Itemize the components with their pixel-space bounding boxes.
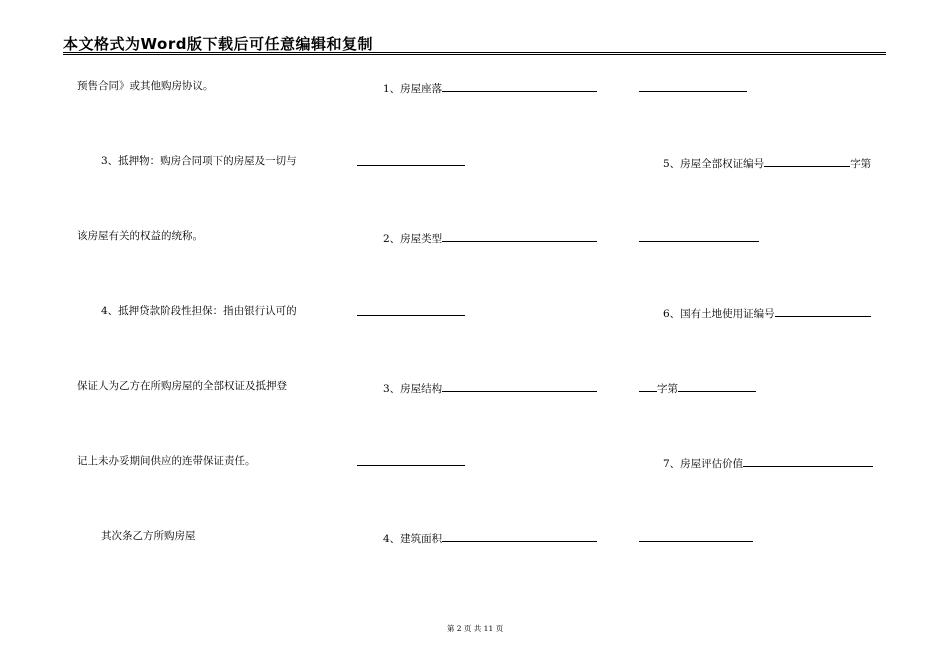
blank-line-right-1[interactable]: [639, 91, 747, 92]
house-structure-label: 3、房屋结构: [383, 383, 443, 395]
blank-line-middle-3[interactable]: [357, 465, 465, 466]
blank-line-middle-2[interactable]: [357, 315, 465, 316]
house-type-row: [383, 229, 597, 246]
floor-area-label: 4、建筑面积: [383, 533, 443, 545]
house-structure-field[interactable]: [442, 379, 597, 392]
property-cert-row: [663, 154, 871, 171]
structure-cont-suffix: 字第: [657, 383, 678, 395]
house-location-row: [383, 79, 597, 96]
left-text-line-4: 4、抵押贷款阶段性担保：指由银行认可的: [101, 305, 297, 317]
left-text-line-2: 3、抵押物：购房合同项下的房屋及一切与: [101, 155, 297, 167]
left-text-line-6: 记上未办妥期间供应的连带保证责任。: [77, 455, 256, 467]
blank-line-right-3[interactable]: [639, 541, 753, 542]
house-type-field[interactable]: [442, 229, 597, 242]
property-cert-field[interactable]: [764, 154, 850, 167]
house-structure-row: [383, 379, 597, 396]
structure-cont-row: [639, 379, 756, 396]
land-cert-label: 6、国有土地使用证编号: [663, 308, 775, 320]
floor-area-field[interactable]: [442, 529, 597, 542]
structure-cont-field-2[interactable]: [678, 379, 756, 392]
left-text-line-5: 保证人为乙方在所购房屋的全部权证及抵押登: [77, 380, 287, 392]
floor-area-row: [383, 529, 597, 546]
page-number: 第 2 页 共 11 页: [446, 624, 504, 633]
blank-line-middle-1[interactable]: [357, 165, 465, 166]
valuation-field[interactable]: [743, 454, 873, 467]
valuation-row: [663, 454, 873, 471]
property-cert-label: 5、房屋全部权证编号: [663, 158, 765, 170]
house-location-field[interactable]: [442, 79, 597, 92]
house-type-label: 2、房屋类型: [383, 233, 443, 245]
valuation-label: 7、房屋评估价值: [663, 458, 744, 470]
blank-line-right-2[interactable]: [639, 241, 759, 242]
left-text-line-1: 预售合同》或其他购房协议。: [77, 80, 214, 92]
property-cert-suffix: 字第: [850, 158, 872, 170]
structure-cont-field-1[interactable]: [639, 379, 657, 392]
left-text-line-7: 其次条乙方所购房屋: [101, 530, 196, 542]
document-header-title: 本文格式为Word版下载后可任意编辑和复制: [63, 35, 373, 53]
header-rule: [63, 52, 886, 53]
header-rule-secondary: [63, 54, 886, 55]
left-text-line-3: 该房屋有关的权益的统称。: [77, 230, 203, 242]
house-location-label: 1、房屋座落: [383, 83, 443, 95]
land-cert-row: [663, 304, 871, 321]
land-cert-field[interactable]: [775, 304, 871, 317]
